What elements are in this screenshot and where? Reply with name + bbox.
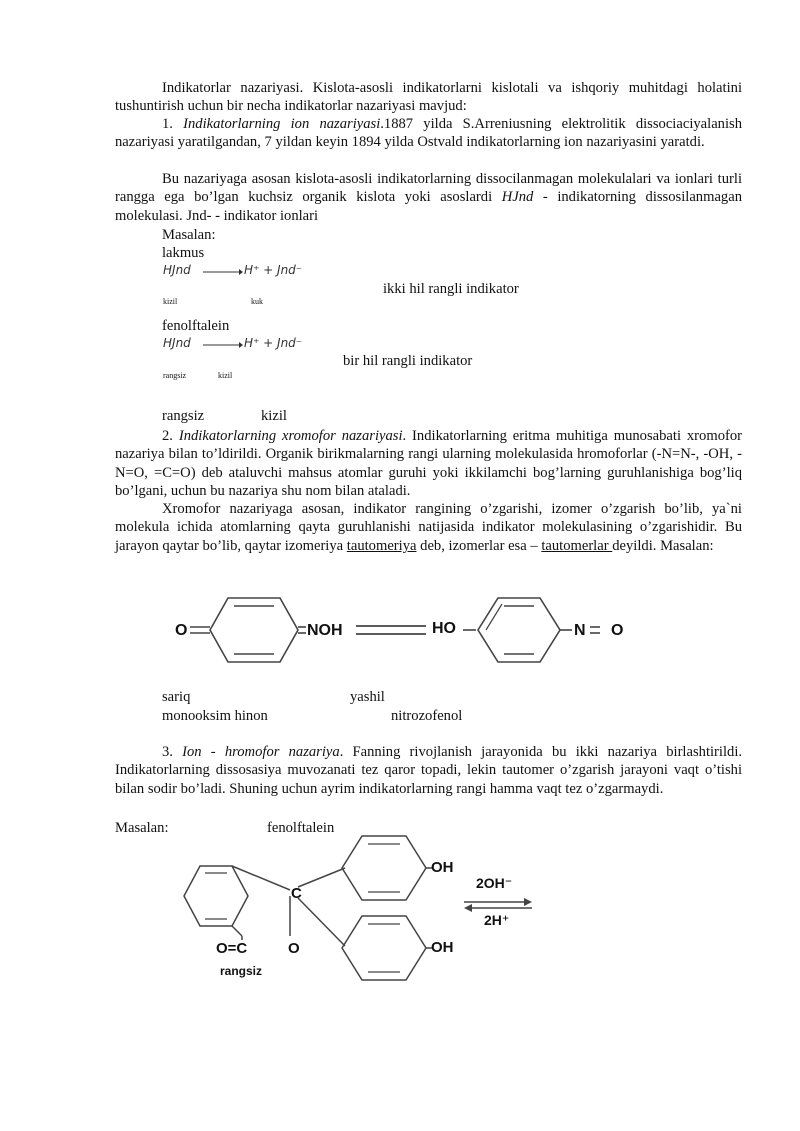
oh-top-label: OH [431,859,454,876]
lakmus-color-right: kuk [251,297,263,306]
ion-theory-text: .1887 yilda S.Arreniusning elektrolitik dissociaciyalanish nazariyasi yaratilgandan, 7 yildan keyin 1894 yilda Ostvald indikatorlarning ion nazariyasini yaratdi. [115,116,743,151]
ion-chromophore-paragraph [115,743,742,798]
chromophore-paragraph [115,427,742,501]
tautomerlar-link[interactable]: tautomerlar [541,537,613,554]
backward-reagent-label: 2H⁺ [484,912,510,928]
ho-label: HO [432,620,456,637]
chromophore-text: . Indikatorlarning eritma muhitiga munosabati xromofor nazariya bilan to’ldirildi. Organik birikmalarning rangi ularning molekulasida hromoforlar (-N=N-, -OH, -N=O, =C=O) deb ataluvchi mahsus atomlar guruhi yoki ikkilamchi bog’larning guruhlanishiga bog’liq bo’lgani, uchun bu nazariya shu nom bilan ataladi. [115,428,743,500]
lakmus-left-formula: HJnd [163,263,191,277]
one-color-note: bir hil rangli indikator [343,353,473,369]
carbonyl-label: O=C [216,940,248,957]
nitrozofenol-label: nitrozofenol [391,708,463,724]
item-number: 2. [162,428,179,444]
rangsiz-structure-label: rangsiz [220,964,263,978]
dissociation-text-2: - indikatorning dissosilanmagan molekulasi. Jnd- - indikator ionlari [115,189,742,224]
fenol-color-left: rangsiz [163,371,187,380]
oh-bottom-label: OH [431,939,454,956]
tautomer-scheme-diagram [160,590,640,680]
oxygen-right-label: O [611,622,624,639]
lakmus-right-formula: H⁺ + Jnd⁻ [244,263,303,277]
hjnd-term: HJnd [501,189,534,206]
fenol-color-right: kizil [218,371,233,380]
nitrogen-label: N [574,622,586,639]
phenol-ring [478,598,560,662]
forward-reagent-label: 2OH⁻ [476,875,513,891]
ion-theory-title: Indikatorlarning ion nazariyasi [183,116,381,132]
color-sariq: sariq [162,689,191,705]
quinone-ring [210,598,298,662]
tautomer-text-3: deyildi. Masalan: [612,537,714,554]
color-yashil: yashil [350,689,385,705]
oxygen-left-label: O [175,622,188,639]
item-number: 1. [162,116,184,132]
two-color-note: ikki hil rangli indikator [383,281,519,297]
monooksim-hinon-label: monooksim hinon [162,708,268,724]
dissociation-paragraph [115,170,742,225]
chromophore-title: Indikatorlarning xromofor nazariyasi [178,428,403,444]
fenolftalein-label: fenolftalein [162,318,230,334]
ion-theory-paragraph [115,115,742,152]
item-number: 3. [162,744,183,760]
intro-paragraph: Indikatorlar nazariyasi. Kislota-asosli indikatorlarni kislotali va ishqoriy muhitdagi holatini tushuntirish uchun bir necha indikatorlar nazariyasi mavjud: [115,80,742,115]
masalan-label-1: Masalan: [162,227,216,243]
tautomer-text-1: Xromofor nazariyaga asosan, indikator rangining o’zgarishi, izomer o’zgarish bo’lib, ya`ni molekula ichida atomlarning qayta guruhlanishi natijasida indikator molekulasining o’zgarishidir. Bu jarayon qaytar bo’lib, qaytar izomeriya [115,501,742,554]
tautomeriya-link[interactable]: tautomeriya [346,537,417,554]
dissociation-text-1: Bu nazariyaga asosan kislota-asosli indikatorlarning dissocilanmagan molekulalari va ionlari turli rangga ega bo’lgan kuchsiz organik kislota yoki asoslardi [115,171,742,206]
color-kizil: kizil [261,408,287,424]
lakmus-color-left: kizil [163,297,178,306]
fenol-left-formula: HJnd [163,336,191,350]
lakmus-arrow-icon [203,264,243,278]
lakmus-label: lakmus [162,245,205,261]
color-rangsiz: rangsiz [162,408,205,424]
tautomer-paragraph [115,500,742,555]
fenol-arrow-icon [203,337,243,351]
fenolftalein-structure-label: fenolftalein [267,820,335,836]
noh-label: NOH [307,622,343,639]
fenol-right-formula: H⁺ + Jnd⁻ [244,336,303,350]
tautomer-text-2: deb, izomerlar esa – [416,537,542,554]
ion-chromophore-text: . Fanning rivojlanish jarayonida bu ikki nazariya birlashtirildi. Indikatorlarning dissosasiya muvozanati tez qaror topadi, lekin tautomer o’zgarish jarayoni vaqt o’tishi bilan sodir bo’ladi. Shuning uchun ayrim indikatorlarning rangi hamma vaqt tez o’zgarmaydi. [115,744,743,797]
masalan-label-2: Masalan: [115,820,169,836]
ion-chromophore-title: Ion - hromofor nazariya [182,744,340,760]
ring-oxygen-label: O [288,940,300,957]
central-carbon-label: C [291,885,302,902]
